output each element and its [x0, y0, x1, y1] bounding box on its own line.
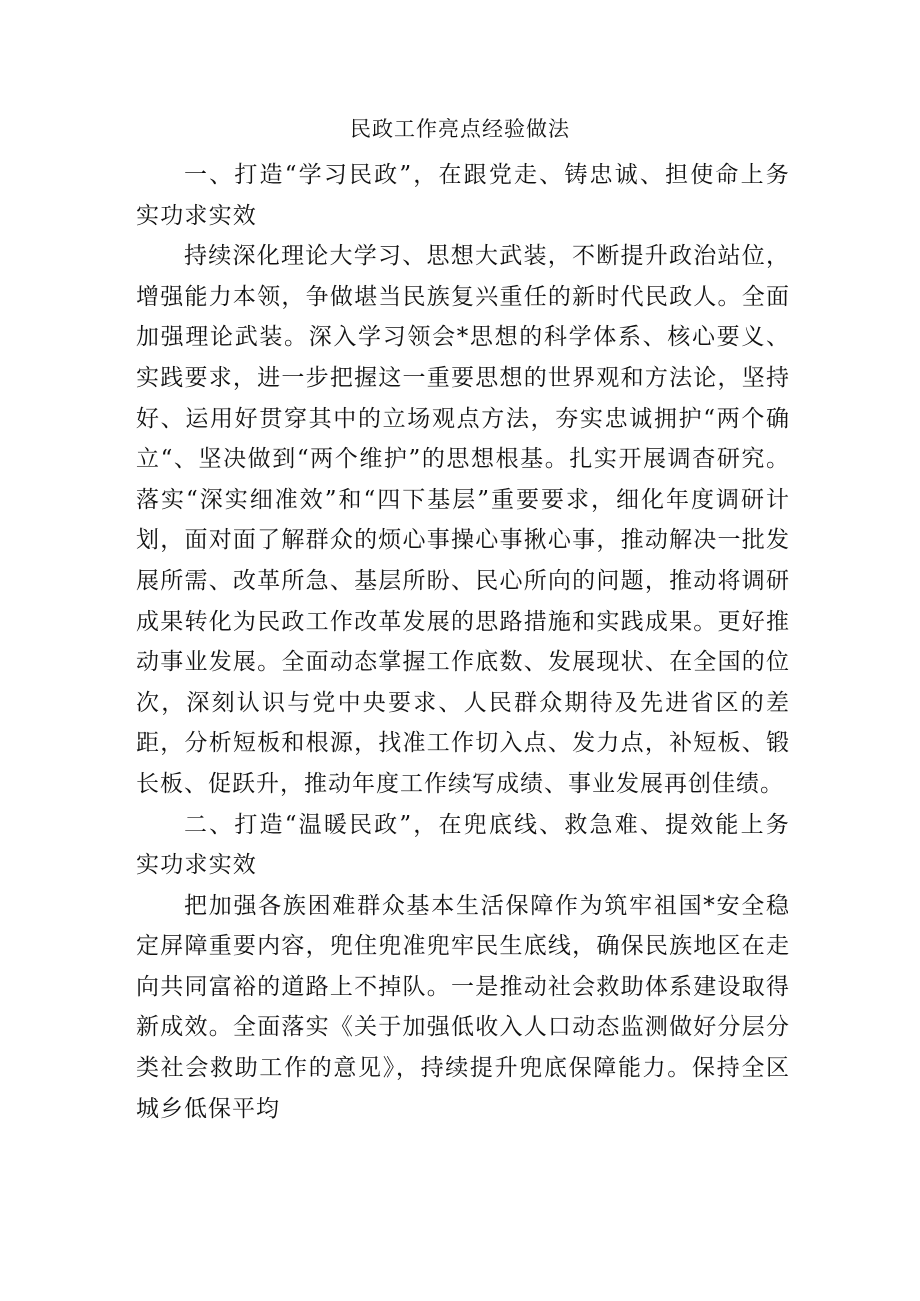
document-title: 民政工作亮点经验做法 [350, 117, 570, 141]
body-paragraph-1: 持续深化理论大学习、思想大武装，不断提升政治站位，增强能力本领，争做堪当民族复兴重任的新时代民政人。全面加强理论武装。深入学习领会*思想的科学体系、核心要义、实践要求，进一步把握这一重要思想的世界观和方法论，坚持好、运用好贯穿其中的立场观点方法，夯实忠诚拥护“两个确立“、坚决做到“两个维护”的思想根基。扎实开展调杳研究。落实“深实细准效”和“四下基层”重要要求，细化年度调研计划，面对面了解群众的烦心事操心事揪心事，推动解决一批发展所需、改革所急、基层所盼、民心所向的问题，推动将调研成果转化为民政工作改革发展的思路措施和实践成果。更好推动事业发展。全面动态掌握工作底数、发展现状、在全国的位次，深刻认识与党中央要求、人民群众期待及先进省区的差距，分析短板和根源，找准工作切入点、发力点，补短板、锻长板、促跃升，推动年度工作续写成绩、事业发展再创佳绩。 [136, 243, 790, 797]
section-heading-2: 二、打造“温暖民政”，在兜底线、救急难、提效能上务实功求实效 [136, 811, 790, 879]
body-paragraph-2: 把加强各族困难群众基本生活保障作为筑牢祖国*安全稳定屏障重要内容，兜住兜准兜牢民生底线，确保民族地区在走向共同富裕的道路上不掉队。一是推动社会救助体系建设取得新成效。全面落实《关于加强低收入人口动态监测做好分层分类社会救助工作的意见》，持续提升兜底保障能力。保持全区城乡低保平均 [136, 892, 790, 1122]
document-body [136, 155, 790, 1129]
section-heading-1: 一、打造“学习民政”，在跟党走、铸忠诚、担使命上务实功求实效 [136, 162, 790, 229]
